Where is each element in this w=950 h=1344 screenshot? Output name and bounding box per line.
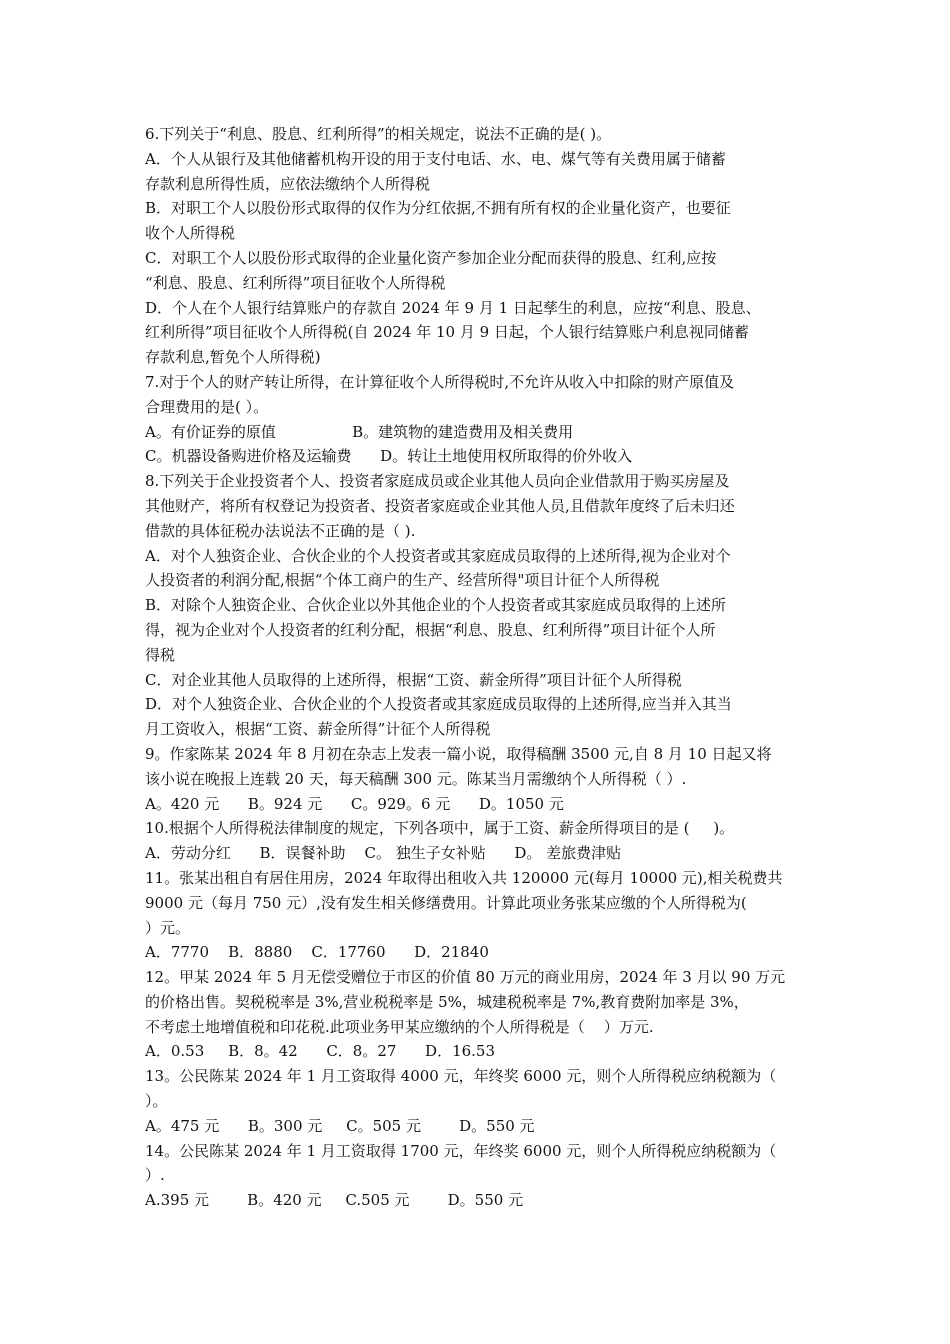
text-line: C。机器设备购进价格及运输费 D。转让土地使用权所取得的价外收入 bbox=[145, 447, 633, 466]
text-line: A．个人从银行及其他储蓄机构开设的用于支付电话、水、电、煤气等有关费用属于储蓄 bbox=[145, 149, 726, 168]
text-line: 月工资收入，根据“工资、薪金所得”计征个人所得税 bbox=[145, 720, 491, 739]
text-line: A．劳动分红 B．误餐补助 C。 独生子女补贴 D。 差旅费津贴 bbox=[145, 844, 622, 863]
text-line: 借款的具体征税办法说法不正确的是（ ). bbox=[145, 521, 416, 540]
text-line: A．0.53 B．8。42 C．8。27 D．16.53 bbox=[145, 1042, 496, 1061]
text-line: ）. bbox=[145, 1166, 165, 1185]
text-line: 11。张某出租自有居住用房，2024 年取得出租收入共 120000 元(每月 10000 元),相关税费共 bbox=[145, 868, 783, 887]
text-line: 得税 bbox=[145, 645, 176, 664]
text-line: A．对个人独资企业、合伙企业的个人投资者或其家庭成员取得的上述所得,视为企业对个 bbox=[145, 546, 731, 565]
text-line: 该小说在晚报上连载 20 天，每天稿酬 300 元。陈某当月需缴纳个人所得税（ ）. bbox=[145, 769, 687, 788]
text-line: A。420 元 B。924 元 C。929。6 元 D。1050 元 bbox=[145, 794, 564, 813]
text-line: 9。作家陈某 2024 年 8 月初在杂志上发表一篇小说，取得稿酬 3500 元,自 8 月 10 日起又将 bbox=[145, 744, 772, 763]
text-line: A.395 元 B。420 元 C.505 元 D。550 元 bbox=[145, 1191, 524, 1210]
text-line: 6.下列关于“利息、股息、红利所得”的相关规定，说法不正确的是( )。 bbox=[145, 125, 612, 143]
text-line: 得，视为企业对个人投资者的红利分配，根据“利息、股息、红利所得”项目计征个人所 bbox=[145, 620, 716, 639]
text-line: 人投资者的利润分配,根据“个体工商户的生产、经营所得"项目计征个人所得税 bbox=[145, 571, 660, 590]
text-line: 其他财产，将所有权登记为投资者、投资者家庭或企业其他人员,且借款年度终了后未归还 bbox=[145, 496, 735, 515]
text-line: A。有价证券的原值 B。建筑物的建造费用及相关费用 bbox=[145, 422, 574, 441]
text-line: 13。公民陈某 2024 年 1 月工资取得 4000 元，年终奖 6000 元，则个人所得税应纳税额为（ bbox=[145, 1067, 777, 1086]
text-line: 9000 元（每月 750 元）,没有发生相关修缮费用。计算此项业务张某应缴的个人所得税为( bbox=[145, 893, 747, 912]
text-line: 的价格出售。契税税率是 3%,营业税税率是 5%，城建税税率是 7%,教育费附加率是 3%， bbox=[145, 992, 749, 1011]
text-line: 红利所得”项目征收个人所得税(自 2024 年 10 月 9 日起，个人银行结算账户利息视同储蓄 bbox=[145, 323, 749, 342]
text-line: 14。公民陈某 2024 年 1 月工资取得 1700 元，年终奖 6000 元，则个人所得税应纳税额为（ bbox=[145, 1141, 777, 1160]
text-line: D．个人在个人银行结算账户的存款自 2024 年 9 月 1 日起孳生的利息，应按“利息、股息、 bbox=[145, 298, 761, 317]
text-line: 7.对于个人的财产转让所得，在计算征收个人所得税时,不允许从收入中扣除的财产原值及 bbox=[145, 372, 735, 391]
text-line: A．7770 B．8880 C．17760 D．21840 bbox=[145, 943, 489, 962]
text-line: “利息、股息、红利所得”项目征收个人所得税 bbox=[145, 273, 446, 292]
text-line: C．对职工个人以股份形式取得的企业量化资产参加企业分配而获得的股息、红利,应按 bbox=[145, 248, 717, 267]
text-line: B．对除个人独资企业、合伙企业以外其他企业的个人投资者或其家庭成员取得的上述所 bbox=[145, 596, 727, 615]
document-page bbox=[145, 122, 810, 1213]
text-line: B．对职工个人以股份形式取得的仅作为分红依据,不拥有所有权的企业量化资产，也要征 bbox=[145, 199, 731, 218]
text-line: 合理费用的是( ）。 bbox=[145, 397, 269, 416]
text-line: D．对个人独资企业、合伙企业的个人投资者或其家庭成员取得的上述所得,应当并入其当 bbox=[145, 695, 732, 714]
text-line: A。475 元 B。300 元 C。505 元 D。550 元 bbox=[145, 1116, 535, 1135]
text-line: ）。 bbox=[145, 1092, 168, 1111]
text-line: ）元。 bbox=[145, 918, 191, 937]
text-line: 8.下列关于企业投资者个人、投资者家庭成员或企业其他人员向企业借款用于购买房屋及 bbox=[145, 472, 730, 491]
text-line: 存款利息,暂免个人所得税) bbox=[145, 348, 321, 367]
text-line: 10.根据个人所得税法律制度的规定，下列各项中，属于工资、薪金所得项目的是 ( )。 bbox=[145, 819, 735, 838]
text-line: 不考虑土地增值税和印花税.此项业务甲某应缴纳的个人所得税是（ ）万元. bbox=[145, 1017, 654, 1036]
text-line: 存款利息所得性质，应依法缴纳个人所得税 bbox=[145, 174, 431, 193]
text-line: 收个人所得税 bbox=[145, 224, 236, 243]
text-line: 12。甲某 2024 年 5 月无偿受赠位于市区的价值 80 万元的商业用房，2024 年 3 月以 90 万元 bbox=[145, 968, 786, 987]
text-line: C．对企业其他人员取得的上述所得，根据“工资、薪金所得”项目计征个人所得税 bbox=[145, 670, 682, 689]
